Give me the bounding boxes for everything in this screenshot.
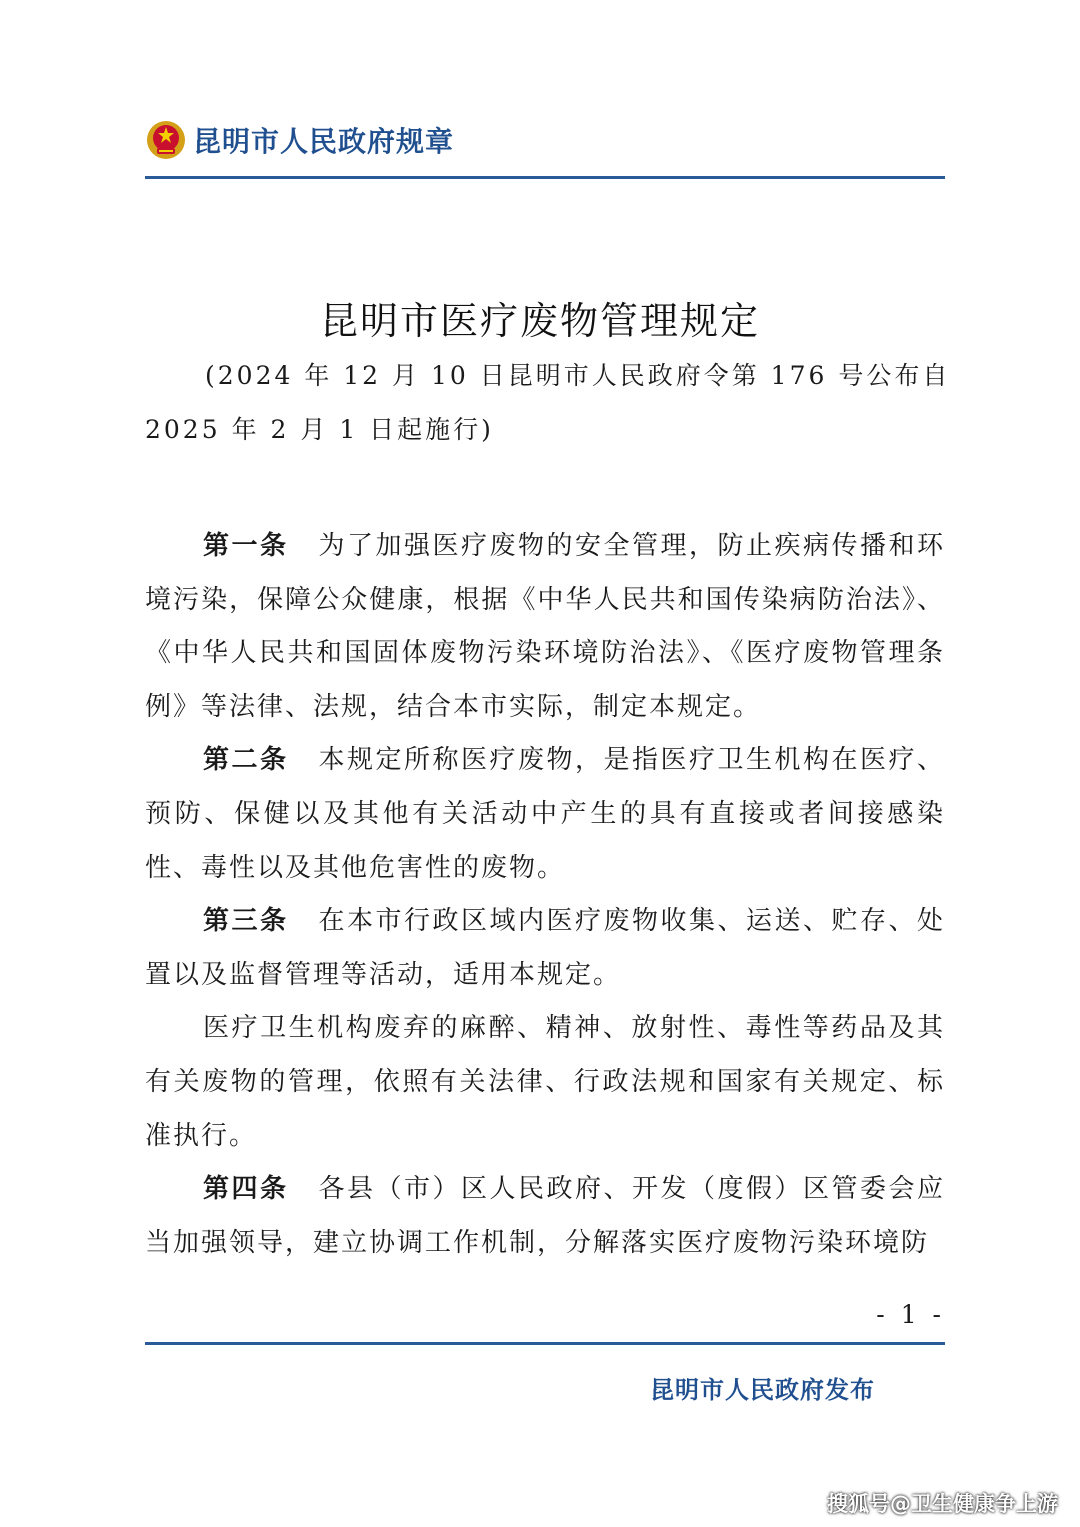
header-title: 昆明市人民政府规章 [193,125,455,158]
paragraph-article-1 [145,520,945,734]
page-number: - 1 - [876,1300,945,1329]
article-number: 第一条 [203,531,289,561]
footer-divider [145,1342,945,1345]
article-number: 第三条 [203,906,289,937]
article-number: 第二条 [203,745,289,776]
header-divider [145,176,945,179]
paragraph-text: 医疗卫生机构废弃的麻醉、精神、放射性、毒性等药品及其有关废物的管理，依照有关法律、行政法规和国家有关规定、标准执行。 [145,1013,945,1151]
paragraph-text: 本规定所称医疗废物，是指医疗卫生机构在医疗、预防、保健以及其他有关活动中产生的具有直接或者间接感染性、毒性以及其他危害性的废物。 [145,745,945,883]
publication-line-1 [205,356,951,392]
paragraph-article-2 [145,734,945,895]
document-body [145,520,945,1270]
national-emblem-icon [145,119,187,161]
paragraph-article-4 [145,1163,945,1270]
paragraph-text: 在本市行政区域内医疗废物收集、运送、贮存、处置以及监督管理等活动，适用本规定。 [145,906,945,990]
document-title: 昆明市医疗废物管理规定 [319,299,760,343]
watermark: 搜狐号@卫生健康争上游 [827,1492,1058,1516]
paragraph-article-3 [145,895,945,1002]
article-number: 第四条 [203,1174,289,1205]
publication-line-2: 2025 年 2 月 1 日起施行) [145,415,494,444]
paragraph-article-3-clause-2 [145,1002,945,1163]
publication-line-1-right: 自 [922,361,951,390]
paragraph-text: 为了加强医疗废物的安全管理，防止疾病传播和环境污染，保障公众健康，根据《中华人民共和国传染病防治法》、《中华人民共和国固体废物污染环境防治法》、《医疗废物管理条例》等法律、法规，结合本市实际，制定本规定。 [145,531,945,722]
publication-line-1-left: (2024 年 12 月 10 日昆明市人民政府令第 176 号公布 [205,361,923,390]
footer-publisher: 昆明市人民政府发布 [650,1376,875,1404]
paragraph-text: 各县（市）区人民政府、开发（度假）区管委会应当加强领导，建立协调工作机制，分解落实医疗废物污染环境防 [145,1174,945,1258]
page-header [145,115,945,165]
